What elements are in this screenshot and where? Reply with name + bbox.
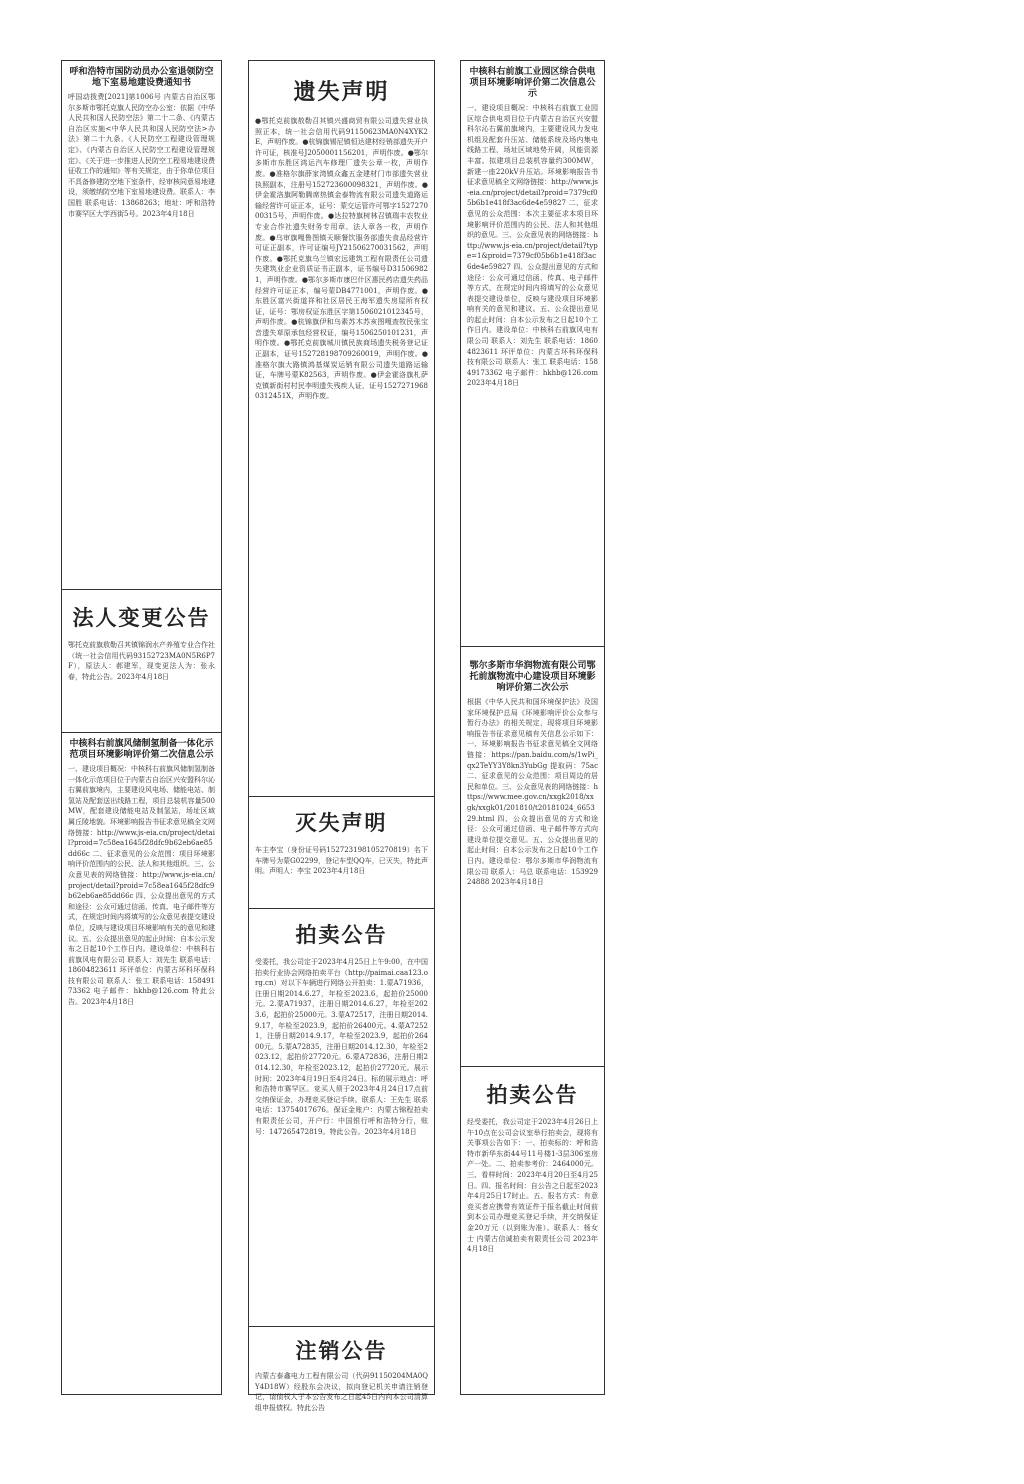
notice-body: 内蒙古泰鑫电力工程有限公司（代码91150204MA0QY4D18W）经股东会决议，拟向登记机关申请注销登记，请债权人于本公告发布之日起45日内向本公司清算组申报债权。特此公告 — [255, 1372, 428, 1412]
notice-auction-property — [461, 1066, 604, 1394]
notice-body: 根据《中华人民共和国环境保护法》及国家环境保护总局《环境影响评价公众参与暂行办法》的相关规定，现将项目环境影响报告书征求意见稿有关信息公示如下：一、环境影响报告书征求意见稿全文网络链接：https://pan.baidu.com/s/1wPi_qx2TeYY3Y8kn3YubGg 提取码：75ac 二、征求意见的公众范围：项目周边的居民和单位。三、公众意见表的网络链接：https://www.mee.gov.cn/xxgk2018/xxgk/xxgk01/201810/t20181024_665329.html 四、公众提出意见的方式和途径：公众可通过信函、电子邮件等方式向建设单位提交意见。五、公众提出意见的起止时间：自本公示发布之日起10个工作日内。建设单位：鄂尔多斯市华润物流有限公司 联系人：马总 联系电话：15392924888 2023年4月18日 — [467, 698, 598, 887]
notice-defense-fee — [62, 61, 221, 589]
notice-auction-vehicles — [249, 908, 434, 1326]
notice-title: 鄂尔多斯市华润物流有限公司鄂托前旗物流中心建设项目环境影响评价第二次公示 — [469, 661, 596, 693]
notice-body: 一、建设项目概况：中核科右前旗工业园区综合供电项目位于内蒙古自治区兴安盟科尔沁右翼前旗境内，主要建设风力发电机组及配套升压站、储能系统及场内集电线路工程，场址区域地势开阔，风能资源丰富。拟建项目总装机容量约300MW，新建一座220kV升压站。环境影响报告书征求意见稿全文网络链接：http://www.js-eia.cn/project/detail?proid=7379cf05b6b1e418f3ac6de4e59827 二、征求意见的公众范围：本次主要征求本项目环境影响评价范围内的公民、法人和其他组织的意见。三、公众意见表的网络链接：http://www.js-eia.cn/project/detail?type=1&proid=7379cf05b6b1e418f3ac6de4e59827 四、公众提出意见的方式和途径：公众可通过信函、传真、电子邮件等方式，在规定时间内将填写的公众意见表提交建设单位，反映与建设项目环境影响有关的意见和建议。五、公众提出意见的起止时间：自本公示发布之日起10个工作日内。建设单位：中核科右前旗风电有限公司 联系人：刘先生 联系电话：18604823611 环评单位：内蒙古环科环保科技有限公司 联系人：张工 联系电话：15849173362 电子邮件：hkhb@126.com 2023年4月18日 — [467, 104, 598, 388]
notice-eia-logistics — [461, 646, 604, 1066]
notice-title: 中核科右前旗工业园区综合供电项目环境影响评价第二次信息公示 — [469, 67, 596, 99]
notice-title: 拍卖公告 — [486, 1082, 579, 1107]
notice-lost — [249, 61, 434, 796]
notice-title: 灭失声明 — [295, 810, 388, 835]
notice-body: 鄂托克前旗敖勒召其镇锦润水产养殖专业合作社（统一社会信用代码93152723MA0N5R6P7F），原法人：郝建军，现变更法人为：张永春，特此公告。2023年4月18日 — [68, 641, 215, 681]
notice-body: 一、建设项目概况：中核科右前旗风储制氢制备一体化示范项目位于内蒙古自治区兴安盟科尔沁右翼前旗境内，主要建设风电场、储能电站、制氢站及配套送出线路工程，项目总装机容量500MW，配套建设储能电站及制氢站，场址区域属丘陵地貌。环境影响报告书征求意见稿全文网络链接：http://www.js-eia.cn/project/detail?proid=7c58ea1645f28dfc9b62eb6ae85dd66c 二、征求意见的公众范围：项目环境影响评价范围内的公民、法人和其他组织。三、公众意见表的网络链接：http://www.js-eia.cn/project/detail?proid=7c58ea1645f28dfc9b62eb6ae85dd66c 四、公众提出意见的方式和途径：公众可通过信函、传真、电子邮件等方式，在规定时间内将填写的公众意见表提交建设单位，反映与建设项目环境影响有关的意见和建议。五、公众提出意见的起止时间：自本公示发布之日起10个工作日内。建设单位：中核科右前旗风电有限公司 联系人：刘先生 联系电话：18604823611 环评单位：内蒙古环科环保科技有限公司 联系人：张工 联系电话：15849173362 电子邮件：hkhb@126.com 特此公告。2023年4月18日 — [68, 765, 215, 1007]
notice-body: 车主李宝（身份证号码152723198105270819）名下车牌号为蒙G02299，登记车型QQ车，已灭失，特此声明。声明人：李宝 2023年4月18日 — [255, 846, 428, 876]
notice-title: 拍卖公告 — [295, 922, 388, 947]
notice-body: 受委托，我公司定于2023年4月25日上午9:00，在中国拍卖行业协会网络拍卖平台（http://paimai.caa123.org.cn）对以下车辆进行网络公开拍卖：1.蒙A71936，注册日期2014.6.27，年检至2023.6，起拍价25000元。2.蒙A71937，注册日期2014.6.27，年检至2023.6，起拍价25000元。3.蒙A72517，注册日期2014.9.17，年检至2023.9，起拍价26400元。4.蒙A72521，注册日期2014.9.17，年检至2023.9，起拍价26400元。5.蒙A72835，注册日期2014.12.30，年检至2023.12，起拍价27720元。6.蒙A72836，注册日期2014.12.30，年检至2023.12，起拍价27720元。展示时间：2023年4月19日至4月24日。标的展示地点：呼和浩特市赛罕区。竞买人须于2023年4月24日17点前交纳保证金，办理竞买登记手续。联系人：王先生 联系电话：13754017676。保证金账户：内蒙古锦程拍卖有限责任公司，开户行：中国银行呼和浩特分行，账号：147265472819。特此公告。2023年4月18日 — [255, 958, 428, 1136]
notice-title: 遗失声明 — [293, 79, 390, 105]
notice-legal-change — [62, 589, 221, 732]
column-2 — [248, 60, 435, 1412]
notice-title: 注销公告 — [295, 1338, 388, 1363]
notice-body: 呼国动拨费[2021]第1006号 内蒙古自治区鄂尔多斯市鄂托克旗人民防空办公室：依据《中华人民共和国人民防空法》第二十二条、《内蒙古自治区实施<中华人民共和国人民防空法>办法》第二十九条、《人民防空工程建设管理规定》、《内蒙古自治区人民防空工程建设管理规定》、《关于进一步推进人民防空工程易地建设费征收工作的通知》等有关规定，由于你单位项目不具备修建防空地下室条件，经审核同意易地建设，须缴纳防空地下室易地建设费。联系人：李国胜 联系电话：13868263；地址：呼和浩特市赛罕区大学西街5号。2023年4月18日 — [68, 93, 215, 218]
notice-title: 法人变更公告 — [72, 605, 211, 630]
notice-title: 呼和浩特市国防动员办公室退领防空地下室易地建设费通知书 — [69, 67, 214, 88]
notice-body: ●鄂托克前旗敖勒召其镇兴盛商贸有限公司遗失营业执照正本，统一社会信用代码91150623MA0N4XYK2E，声明作废。●杭锦旗锡尼镇恒达建材经销部遗失开户许可证，核准号J2050001156201，声明作废。●鄂尔多斯市东胜区鸿运汽车修理厂遗失公章一枚，声明作废。●准格尔旗薛家湾镇众鑫五金建材门市部遗失营业执照副本，注册号152723600098321，声明作废。●伊金霍洛旗阿勒腾席热镇金泰物流有限公司遗失道路运输经营许可证正本，证号：蒙交运管许可鄂字152727000315号，声明作废。●达拉特旗树林召镇瑞丰农牧业专业合作社遗失财务专用章、法人章各一枚，声明作废。●乌审旗嘎鲁图镇天顺餐饮服务部遗失食品经营许可证正副本，许可证编号JY21506270031562，声明作废。●鄂托克旗乌兰镇宏远建筑工程有限责任公司遗失建筑业企业资质证书正副本，证书编号D315069821，声明作废。●鄂尔多斯市康巴什区惠民药店遗失药品经营许可证正本，编号蒙DB4771001，声明作废。●东胜区富兴街道祥和社区居民王海军遗失房屋所有权证，证号：鄂房权证东胜区字第1506021012345号，声明作废。●杭锦旗伊和乌素苏木苏亥图嘎查牧民张宝音遗失草原承包经营权证，编号1506250101231，声明作废。●鄂托克前旗城川镇民族商场遗失税务登记证正副本，证号152728198709260019，声明作废。●准格尔旗大路镇鸿基煤炭运销有限公司遗失道路运输证，车牌号蒙K82563，声明作废。●伊金霍洛旗札萨克镇新街村村民李明遗失残疾人证，证号15272719680312451X，声明作废。 — [255, 117, 428, 401]
notice-title: 中核科右前旗风储制氢制备一体化示范项目环境影响评价第二次信息公示 — [69, 739, 214, 760]
notice-destroyed — [249, 796, 434, 908]
notice-eia-power — [461, 61, 604, 646]
notice-body: 经受委托，我公司定于2023年4月26日上午10点在公司会议室举行拍卖会，现将有关事项公告如下：一、拍卖标的：呼和浩特市新华东街44号11号楼1-3层306室房产一处。二、拍卖参考价：2464000元。三、看样时间：2023年4月20日至4月25日。四、报名时间：自公告之日起至2023年4月25日17时止。五、报名方式：有意竞买者应携带有效证件于报名截止时间前到本公司办理竞买登记手续，并交纳保证金20万元（以到账为准）。联系人：杨女士 内蒙古信诚拍卖有限责任公司 2023年4月18日 — [467, 1118, 598, 1254]
column-1 — [61, 60, 222, 1395]
column-3 — [460, 60, 605, 1395]
notice-deregister — [249, 1326, 434, 1412]
notice-eia-hydrogen — [62, 732, 221, 1394]
